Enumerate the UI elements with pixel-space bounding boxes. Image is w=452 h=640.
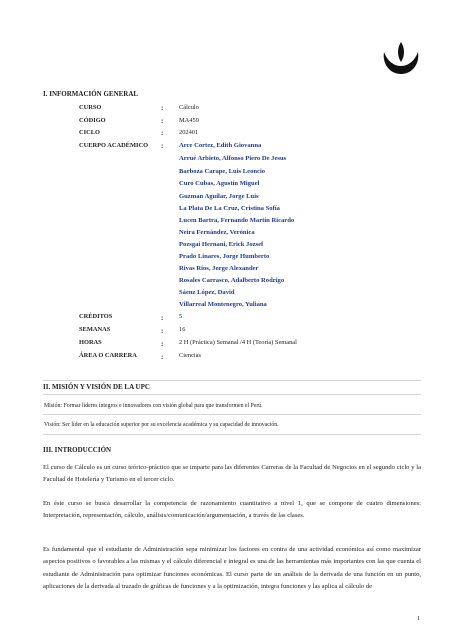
faculty-member: Pozsgai Hernani, Erick Jozsef [179,241,264,248]
vision-text: Visión: Ser líder en la educación superior por su excelencia académica y su capacidad de innovación. [44,422,279,428]
section-1-title: I. INFORMACIÓN GENERAL [43,90,139,98]
faculty-member: Rosales Carrasco, Adalberto Rodrigo [179,277,285,284]
label-codigo: CÓDIGO [79,117,106,124]
faculty-member: Curo Cubas, Agustín Miguel [179,180,260,187]
value-codigo: MA459 [179,117,199,124]
value-creditos: 5 [179,313,183,320]
value-area: Ciencias [179,352,202,359]
value-curso: Cálculo [179,104,199,111]
faculty-member: Rivas Rios, Jorge Alexander [179,265,259,272]
colon: : [161,142,164,150]
label-semanas: SEMANAS [79,326,111,333]
intro-paragraph-2: En éste curso se busca desarrollar la competencia de razonamiento cuantitativo a nivel 1, que se compone de cuatro dimensiones: Interpretación, representación, cálculo, análisis/comunicación/argumentación, a través de las clases. [43,500,421,520]
colon: : [161,327,164,335]
section-2-title: II. MISIÓN Y VISIÓN DE LA UPC [43,383,150,391]
section-3-title: III. INTRODUCCIÓN [43,446,112,454]
label-ciclo: CICLO [79,129,100,136]
colon: : [161,117,164,125]
label-curso: CURSO [79,104,102,111]
faculty-member: Villarreal Montenegro, Yuliana [179,301,267,308]
colon: : [161,340,164,348]
faculty-member: Barboza Carape, Luis Leoncio [179,168,266,175]
faculty-member: Neira Fernández, Verónica [179,229,255,236]
value-horas: 2 H (Práctica) Semanal /4 H (Teoría) Semanal [179,339,297,346]
label-creditos: CRÉDITOS [79,313,113,320]
faculty-member: Lucen Bartra, Fernando Martin Ricardo [179,217,295,224]
value-ciclo: 202401 [179,129,199,136]
mision-text: Misión: Formar líderes íntegros e innovadores con visión global para que transformen el Perú. [44,403,263,409]
faculty-member: La Plata De La Cruz, Cristina Sofía [179,205,280,212]
colon: : [161,129,164,137]
faculty-member: Prado Linares, Jorge Humberto [179,253,270,260]
divider [43,380,421,381]
divider [43,434,421,435]
label-horas: HORAS [79,339,102,346]
value-semanas: 16 [179,326,186,333]
page-number: 1 [417,615,421,622]
faculty-member: Arrué Arbieto, Alfonso Piero De Jesus [179,155,287,162]
divider [43,394,421,395]
faculty-member: Arce Cortez, Edith Giovanna [179,142,262,149]
upc-logo-icon [380,38,422,80]
colon: : [161,104,164,112]
faculty-member: Guzman Aguilar, Jorge Luis [179,193,259,200]
intro-paragraph-1: El curso de Cálculo es un curso teórico-práctico que se imparte para las diferentes Carreras de la Facultad de Negocios en el segundo ciclo y la Facultad de Hotelería y Turismo en el tercer ciclo. [43,464,421,484]
divider [43,414,421,415]
colon: : [161,353,164,361]
intro-paragraph-3: Es fundamental que el estudiante de Administración sepa minimizar los factores en contra de una actividad económica así como maximizar aspectos positivos o favorables a las mismas y el cálculo diferencial e integral es una de las herramientas más importantes con las que cuenta el estudiante de Administración para optimizar funciones económicas. El curso parte de un análisis de la derivada de una función en un punto, aplicaciones de la derivada al trazado de gráficas de funciones y a la optimización, integra funciones y las aplica al cálculo de [43,546,421,590]
label-cuerpo-academico: CUERPO ACADÉMICO [79,142,149,149]
faculty-member: Sáenz López, David [179,289,235,296]
colon: : [161,314,164,322]
label-area: ÁREA O CARRERA [79,352,137,359]
